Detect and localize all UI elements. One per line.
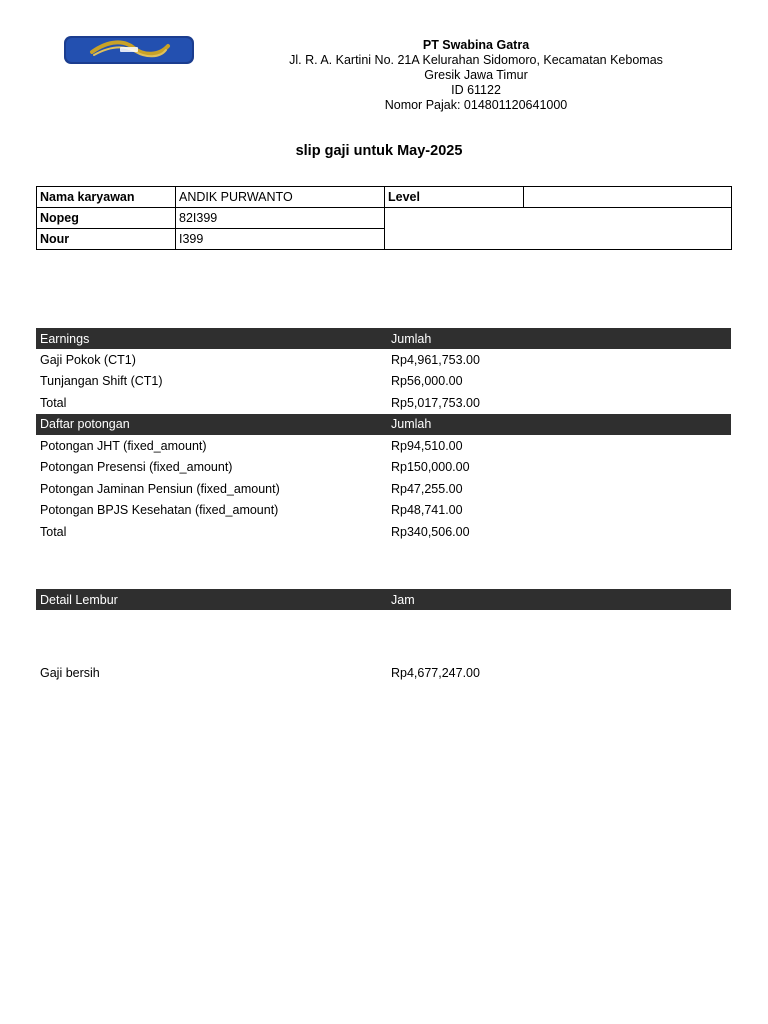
payslip-title: slip gaji untuk May-2025 xyxy=(295,143,463,159)
earnings-row xyxy=(36,349,731,371)
deduction-item-label: Potongan BPJS Kesehatan (fixed_amount) xyxy=(40,503,279,518)
company-info xyxy=(220,38,732,113)
earnings-header-amount: Jumlah xyxy=(391,331,432,346)
earnings-header-label: Earnings xyxy=(40,331,90,346)
deductions-header-amount: Jumlah xyxy=(391,417,432,432)
company-address-line3: ID 61122 xyxy=(451,83,501,97)
company-tax-number: Nomor Pajak: 014801120641000 xyxy=(384,98,568,112)
company-logo-icon xyxy=(64,36,194,64)
net-pay-row xyxy=(36,662,731,684)
earnings-section xyxy=(36,328,731,543)
earnings-total-label: Total xyxy=(40,395,67,410)
earnings-item-amount: Rp56,000.00 xyxy=(391,374,463,389)
deductions-total-amount: Rp340,506.00 xyxy=(391,524,470,539)
nopeg-label: Nopeg xyxy=(37,208,176,229)
deduction-item-label: Potongan JHT (fixed_amount) xyxy=(40,438,207,453)
company-address-line1: Jl. R. A. Kartini No. 21A Kelurahan Sidomoro, Kecamatan Kebomas xyxy=(289,53,663,67)
deduction-row xyxy=(36,500,731,522)
earnings-item-label: Gaji Pokok (CT1) xyxy=(40,352,136,367)
deduction-item-amount: Rp47,255.00 xyxy=(391,481,463,496)
deduction-item-label: Potongan Presensi (fixed_amount) xyxy=(40,460,233,475)
nour-label: Nour xyxy=(37,229,176,250)
earnings-row xyxy=(36,371,731,393)
earnings-header xyxy=(36,328,731,349)
earnings-item-label: Tunjangan Shift (CT1) xyxy=(40,374,163,389)
deductions-total-label: Total xyxy=(40,524,67,539)
nour-value: I399 xyxy=(176,229,385,250)
net-pay-section xyxy=(36,662,731,684)
nopeg-value: 82I399 xyxy=(176,208,385,229)
net-pay-label: Gaji bersih xyxy=(40,665,100,680)
deduction-row xyxy=(36,456,731,478)
deduction-item-amount: Rp150,000.00 xyxy=(391,460,470,475)
deduction-item-label: Potongan Jaminan Pensiun (fixed_amount) xyxy=(40,481,280,496)
deduction-item-amount: Rp94,510.00 xyxy=(391,438,463,453)
deductions-total-row xyxy=(36,521,731,543)
net-pay-value: Rp4,677,247.00 xyxy=(391,665,480,680)
employee-info-table xyxy=(36,186,732,250)
employee-name-label: Nama karyawan xyxy=(37,187,176,208)
overtime-header-hours: Jam xyxy=(391,592,415,607)
deduction-row xyxy=(36,478,731,500)
level-label: Level xyxy=(385,187,524,208)
earnings-item-amount: Rp4,961,753.00 xyxy=(391,352,480,367)
earnings-total-amount: Rp5,017,753.00 xyxy=(391,395,480,410)
company-address-line2: Gresik Jawa Timur xyxy=(424,68,528,82)
deduction-item-amount: Rp48,741.00 xyxy=(391,503,463,518)
overtime-header xyxy=(36,589,731,610)
empty-info-cell xyxy=(385,208,732,250)
deduction-row xyxy=(36,435,731,457)
deductions-header-label: Daftar potongan xyxy=(40,417,130,432)
deductions-header xyxy=(36,414,731,435)
employee-name-value: ANDIK PURWANTO xyxy=(176,187,385,208)
overtime-section xyxy=(36,589,731,610)
company-name: PT Swabina Gatra xyxy=(422,38,530,52)
overtime-header-label: Detail Lembur xyxy=(40,592,118,607)
earnings-total-row xyxy=(36,392,731,414)
level-value xyxy=(524,187,732,208)
